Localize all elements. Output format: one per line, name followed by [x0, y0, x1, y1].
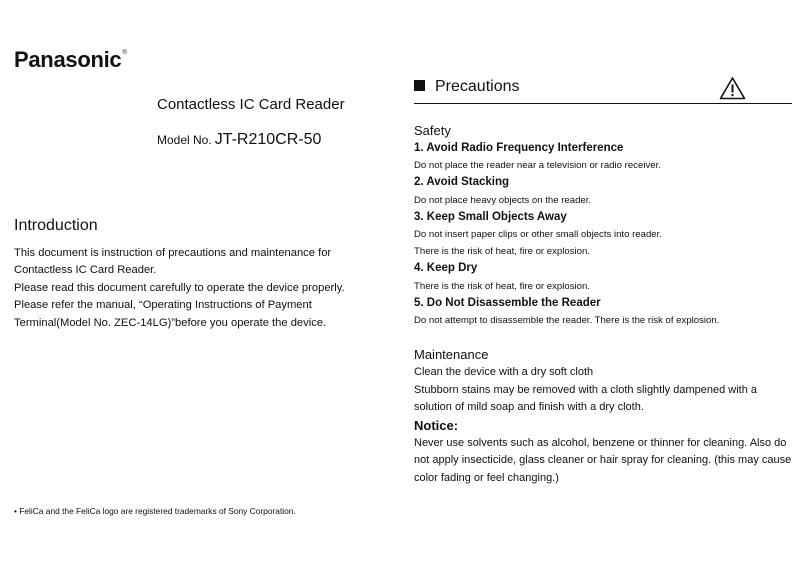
maintenance-line: Clean the device with a dry soft cloth	[414, 366, 594, 378]
safety-item-title: 5. Do Not Disassemble the Reader	[414, 296, 601, 309]
model-label: Model No.	[157, 133, 212, 147]
safety-item	[414, 295, 804, 329]
introduction-heading: Introduction	[14, 217, 98, 234]
brand-name: Panasonic	[14, 47, 122, 72]
registered-mark: ®	[122, 50, 127, 56]
safety-item-text: Do not place heavy objects on the reader.	[414, 194, 592, 206]
safety-item-title: 3. Keep Small Objects Away	[414, 210, 567, 223]
brand-logo	[14, 47, 126, 73]
warning-triangle-icon	[719, 76, 746, 100]
product-title: Contactless IC Card Reader	[157, 96, 345, 113]
warning-triangle-icon-svg	[719, 76, 746, 100]
safety-item	[414, 174, 804, 208]
safety-heading: Safety	[414, 123, 451, 138]
safety-item-text: There is the risk of heat, fire or explosion.	[414, 280, 590, 292]
safety-item-text: There is the risk of heat, fire or explosion.	[414, 246, 590, 258]
safety-item-text: Do not attempt to disassemble the reader. There is the risk of explosion.	[414, 314, 720, 326]
intro-line: Please refer the manual, “Operating Instructions of Payment	[14, 299, 312, 312]
intro-line: Terminal(Model No. ZEC-14LG)”before you operate the device.	[14, 316, 327, 329]
safety-item	[414, 260, 804, 294]
precautions-heading	[414, 78, 520, 96]
safety-item-title: 1. Avoid Radio Frequency Interference	[414, 142, 624, 154]
maintenance-heading: Maintenance	[414, 347, 489, 362]
maintenance-line: Stubborn stains may be removed with a cloth slightly dampened with a	[414, 383, 758, 396]
safety-item	[414, 209, 804, 261]
safety-item	[414, 140, 804, 174]
notice-line: color fading or feel changing.)	[414, 471, 559, 484]
safety-item-title: 2. Avoid Stacking	[414, 176, 510, 189]
safety-item-text: Do not insert paper clips or other small objects into reader.	[414, 228, 662, 240]
notice-line: Never use solvents such as alcohol, benzene or thinner for cleaning. Also do	[414, 436, 787, 449]
model-value: JT-R210CR-50	[214, 131, 322, 148]
model-number	[157, 131, 321, 149]
notice-heading: Notice:	[414, 417, 459, 433]
precautions-title: Precautions	[435, 78, 520, 95]
safety-items	[414, 140, 804, 329]
heading-divider	[414, 103, 792, 104]
intro-line: Please read this document carefully to operate the device properly.	[14, 281, 345, 294]
maintenance-body	[414, 364, 791, 487]
trademark-footnote: • FeliCa and the FeliCa logo are registered trademarks of Sony Corporation.	[14, 506, 296, 516]
intro-line: This document is instruction of precautions and maintenance for	[14, 247, 332, 259]
introduction-body	[14, 245, 345, 332]
safety-item-text: Do not place the reader near a television or radio receiver.	[414, 160, 661, 172]
intro-line: Contactless IC Card Reader.	[14, 264, 157, 277]
square-bullet-icon	[414, 80, 425, 91]
maintenance-line: solution of mild soap and finish with a dry cloth.	[414, 401, 644, 413]
notice-line: not apply insecticide, glass cleaner or hair spray for cleaning. (this may cause	[414, 454, 792, 466]
safety-item-title: 4. Keep Dry	[414, 262, 478, 275]
